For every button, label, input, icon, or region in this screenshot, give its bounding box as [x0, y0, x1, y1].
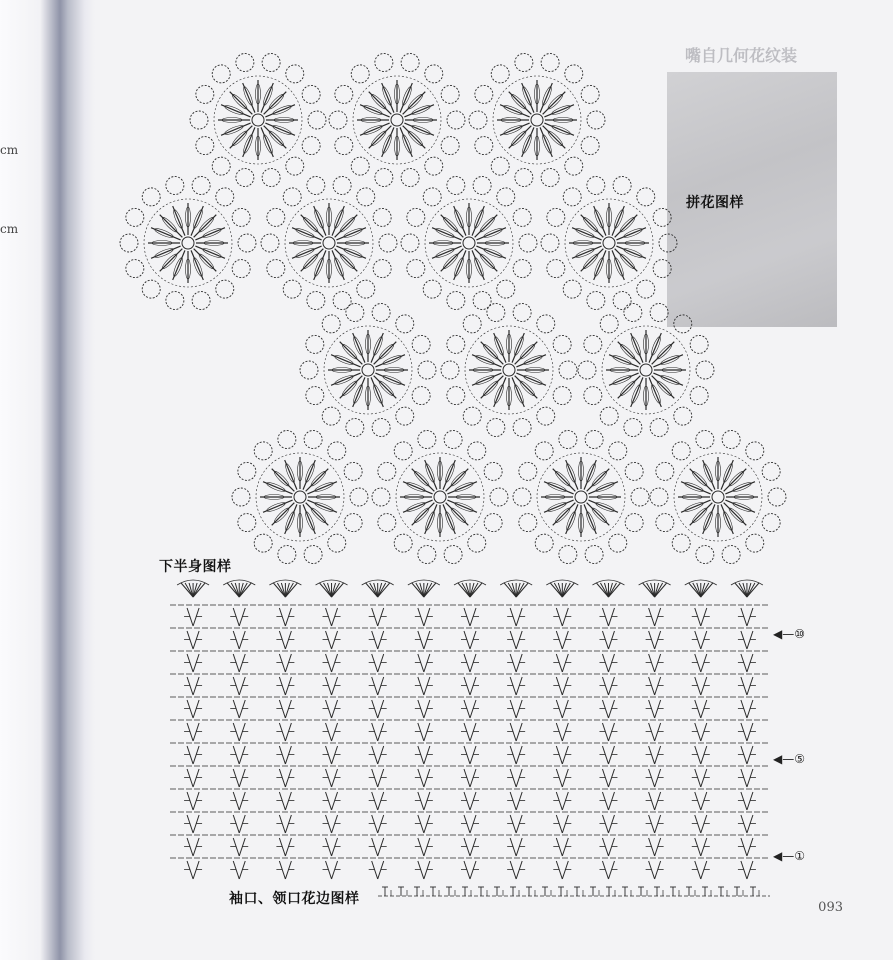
flower-motif — [261, 176, 397, 309]
flower-motif — [190, 53, 326, 186]
row-marker-10: ◀—⑩ — [773, 627, 805, 641]
flower-motif — [401, 176, 537, 309]
page-number: 093 — [818, 900, 843, 915]
flower-motif — [441, 303, 577, 436]
left-page-unit-top: cm — [0, 143, 19, 157]
flower-motif — [120, 176, 256, 309]
flower-motif — [541, 176, 677, 309]
row-marker-1: ◀—① — [773, 849, 805, 863]
edge-pattern-label: 袖口、领口花边图样 — [229, 891, 360, 907]
flower-motif — [513, 430, 649, 563]
lower-body-pattern-label: 下半身图样 — [159, 559, 232, 575]
row-marker-5: ◀—⑤ — [773, 752, 805, 766]
flower-motif — [650, 430, 786, 563]
edge-stitch-row — [378, 887, 770, 896]
flower-motif — [329, 53, 465, 186]
ghost-title-bleedthrough: 嘴自几何花纹装 — [685, 46, 798, 65]
flower-motif — [469, 53, 605, 186]
flower-motif — [578, 303, 714, 436]
flower-motif — [300, 303, 436, 436]
flower-motif — [372, 430, 508, 563]
left-page-unit-bottom: cm — [0, 222, 19, 236]
motif-pattern-label: 拼花图样 — [686, 195, 744, 211]
lower-body-stitch-grid — [170, 580, 770, 879]
flower-motif — [232, 430, 368, 563]
